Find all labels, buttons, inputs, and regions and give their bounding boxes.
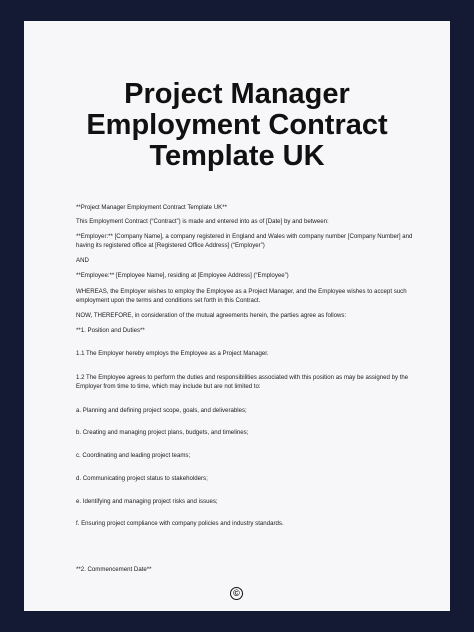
title-line: Template UK (149, 140, 325, 172)
copyright-icon: © (230, 587, 243, 600)
clause-1-2: 1.2 The Employee agrees to perform the duties and responsibilities associated with this position as may be assigned by the Employer from time to time, which may include but are not limited to: (76, 374, 409, 390)
duty-item: d. Communicating project status to stakeholders; (76, 475, 208, 482)
whereas-clause: WHEREAS, the Employer wishes to employ the Employee as a Project Manager, and the Employee wishes to accept such employment upon the terms and conditions set forth in this Contract. (76, 288, 407, 304)
clause-1-1: 1.1 The Employer hereby employs the Employee as a Project Manager. (76, 350, 269, 357)
and-separator: AND (76, 257, 89, 264)
duty-item: c. Coordinating and leading project teams; (76, 452, 191, 459)
duty-item: f. Ensuring project compliance with company policies and industry standards. (76, 520, 284, 527)
contract-intro: This Employment Contract (“Contract”) is made and entered into as of [Date] by and between: (76, 218, 329, 225)
duty-item: e. Identifying and managing project risks and issues; (76, 498, 218, 505)
title-line: Project Manager (124, 78, 350, 110)
section-heading: **2. Commencement Date** (76, 566, 152, 573)
employer-clause: **Employer:** [Company Name], a company registered in England and Wales with company number [Company Number] and having its registered office at [Registered Office Address] (“Employer”) (76, 233, 413, 249)
duty-item: a. Planning and defining project scope, goals, and deliverables; (76, 407, 247, 414)
section-heading: **1. Position and Duties** (76, 327, 145, 334)
employee-clause: **Employee:** [Employee Name], residing at [Employee Address] (“Employee”) (76, 272, 289, 279)
now-therefore-clause: NOW, THEREFORE, in consideration of the mutual agreements herein, the parties agree as follows: (76, 312, 347, 319)
document-page (24, 21, 450, 611)
document-title (24, 79, 450, 172)
duty-item: b. Creating and managing project plans, budgets, and timelines; (76, 429, 249, 436)
title-line: Employment Contract (86, 109, 388, 141)
contract-heading: **Project Manager Employment Contract Template UK** (76, 204, 227, 211)
